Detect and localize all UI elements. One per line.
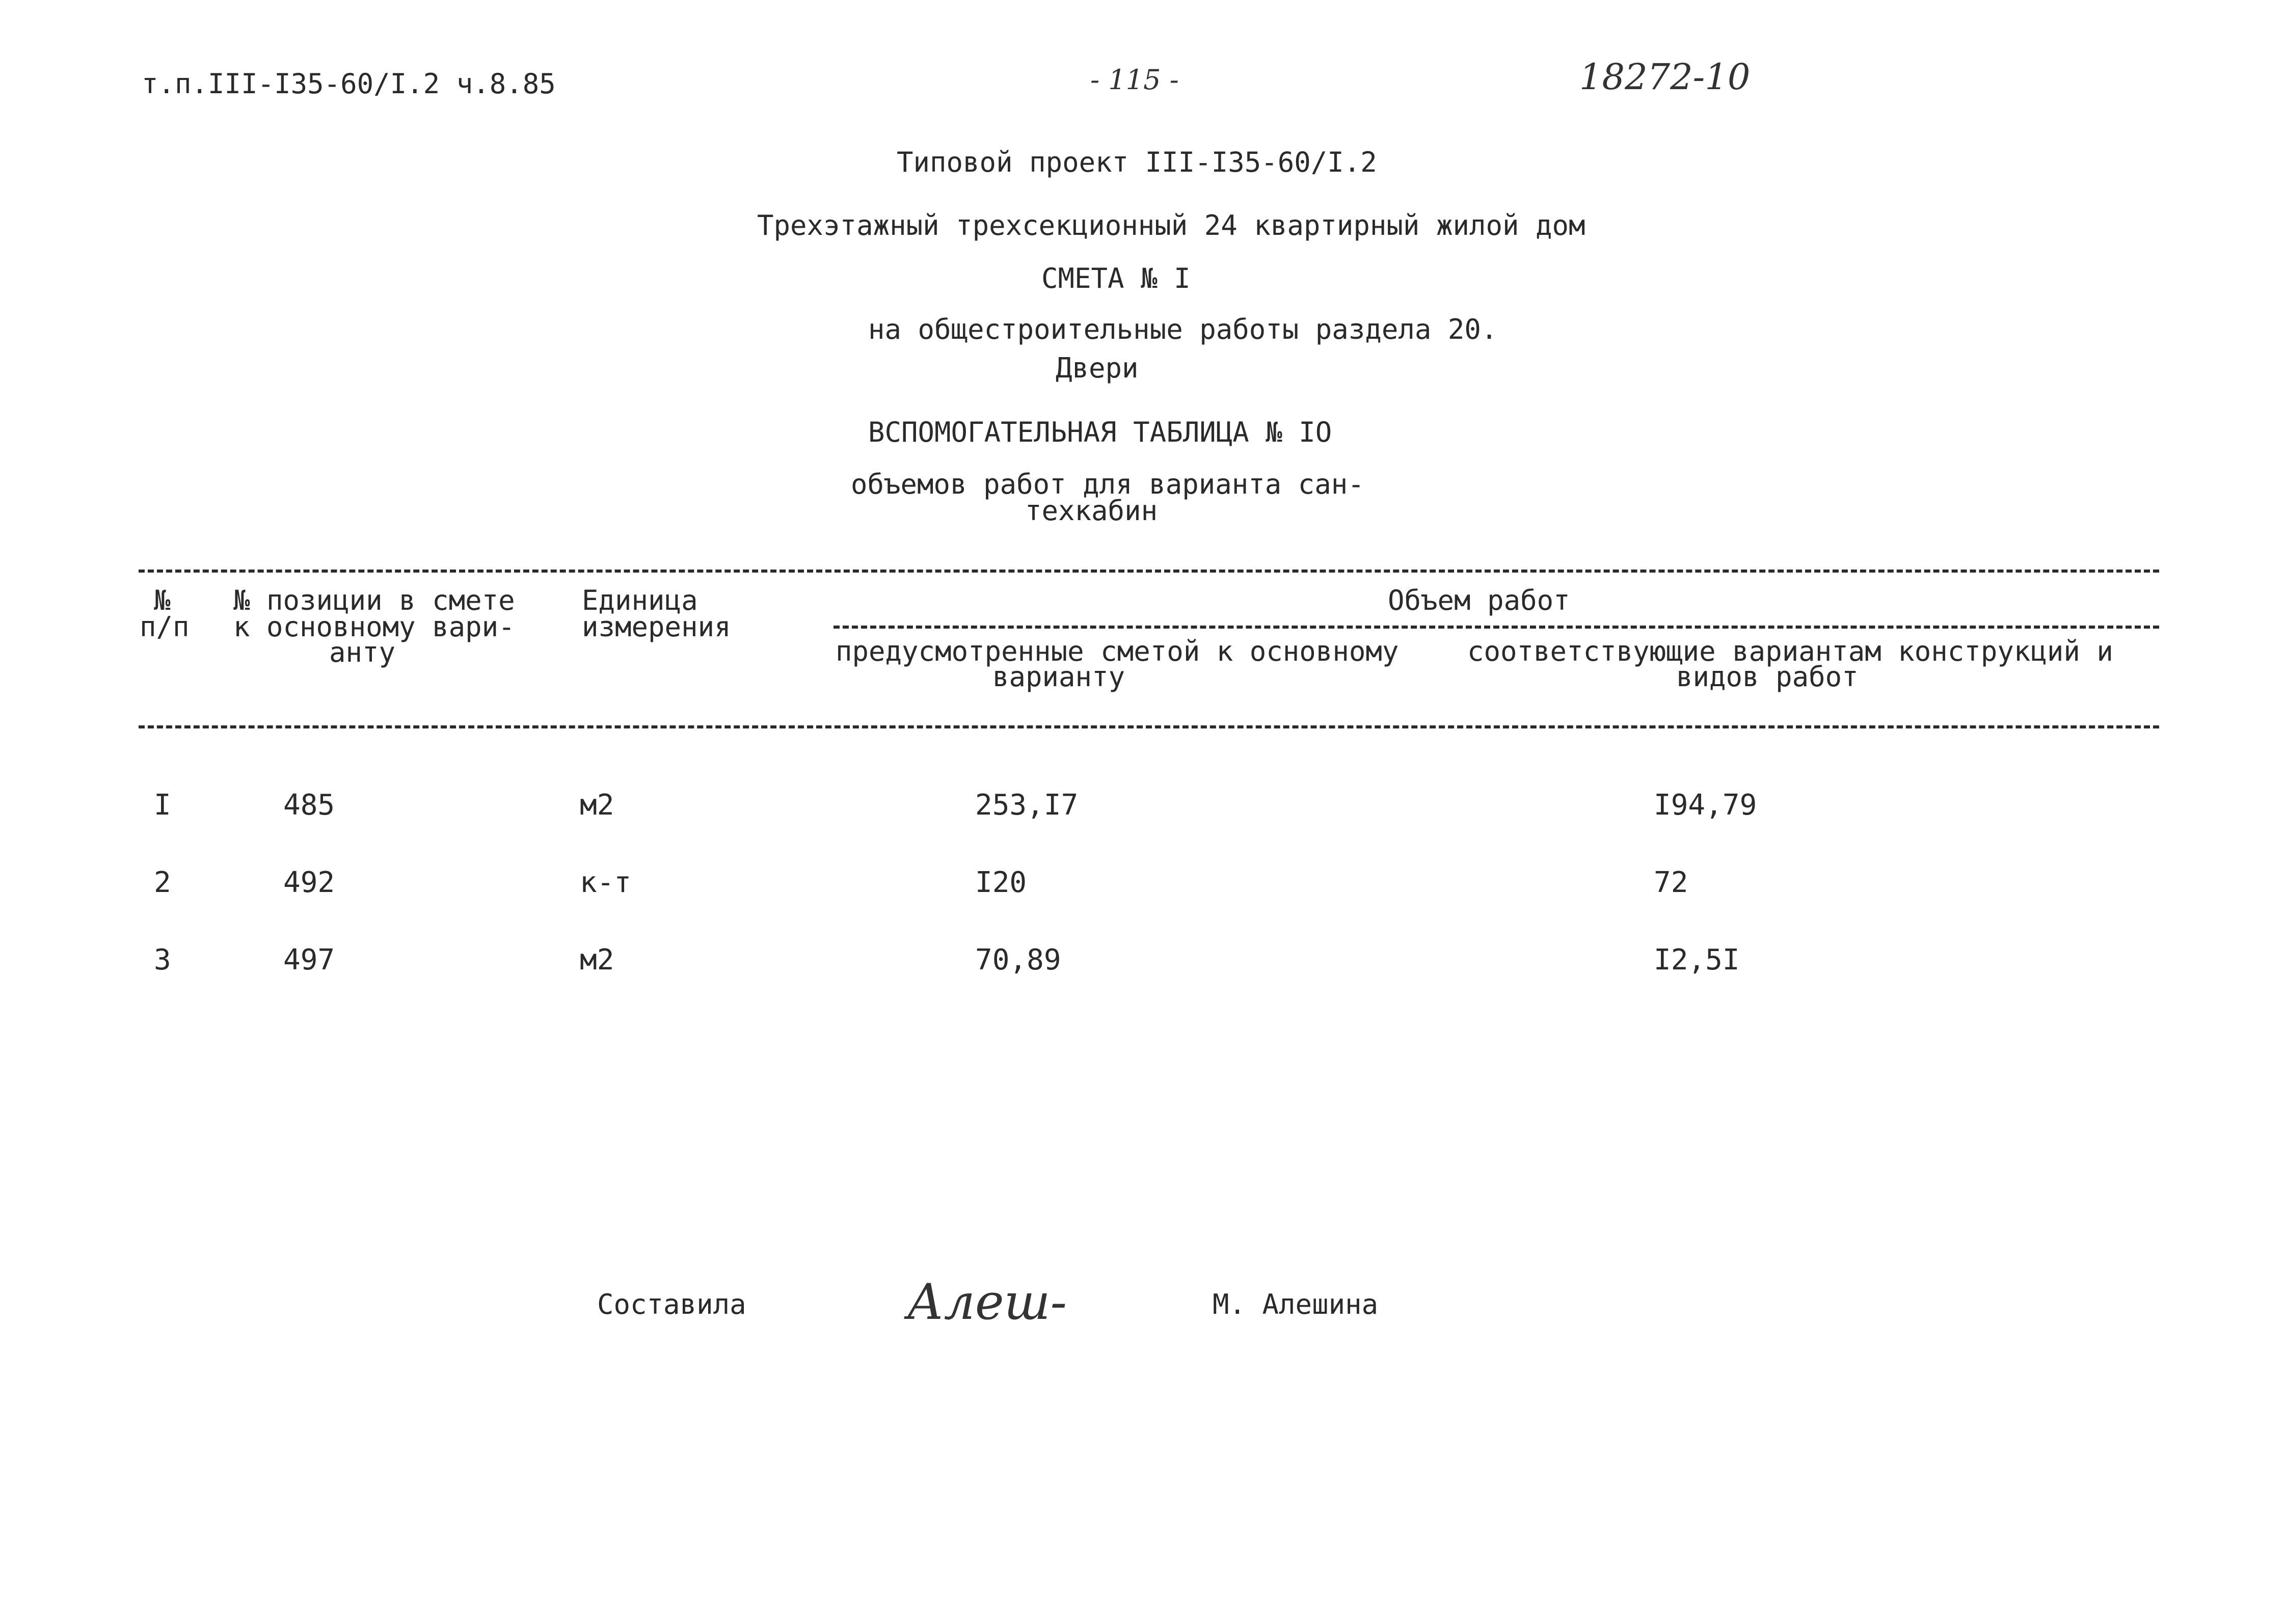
row-variant-volume: I2,5I [1654,943,1740,977]
table-top-rule [139,570,2159,573]
table-header-bottom-rule [139,725,2159,728]
row-variant-volume: I94,79 [1654,789,1757,822]
row-variant-volume: 72 [1654,866,1688,899]
building-title: Трехэтажный трехсекционный 24 квартирный жилой дом [757,209,1585,241]
scope-line-2: Двери [1056,352,1139,384]
header-variant-line-1: соответствующие вариантам конструкций и [1467,635,2113,667]
row-unit: м2 [580,789,614,822]
handwritten-signature: Алеш- [907,1274,1067,1331]
page-number: - 115 - [1090,64,1179,96]
compiled-label: Составила [597,1288,746,1320]
row-num: 2 [154,866,171,899]
row-base-volume: I20 [975,866,1027,899]
row-num: I [154,789,171,822]
header-position-line-2: к основному вари- [233,611,515,643]
row-position: 485 [283,789,335,822]
header-unit-line-2: измерения [582,611,731,643]
header-num-label: п/п [140,611,190,643]
table-title: ВСПОМОГАТЕЛЬНАЯ ТАБЛИЦА № IO [868,416,1332,448]
header-variant-line-2: видов работ [1676,661,1859,693]
header-volume: Объем работ [1388,584,1570,616]
header-base-line-1: предусмотренные сметой к основному [836,635,1399,667]
project-title: Типовой проект III-I35-60/I.2 [897,146,1377,178]
row-position: 497 [283,943,335,977]
row-base-volume: 70,89 [975,943,1061,977]
row-base-volume: 253,I7 [975,789,1079,822]
row-num: 3 [154,943,171,977]
header-position-line-1: № позиции в смете [233,584,515,616]
row-unit: м2 [580,943,614,977]
table-subtitle-line-2: техкабин [1025,495,1158,527]
header-unit-line-1: Единица [582,584,698,616]
archive-number: 18272-10 [1579,56,1751,98]
row-position: 492 [283,866,335,899]
author-name: М. Алешина [1213,1288,1379,1320]
volume-subheader-rule [833,626,2159,629]
header-base-line-2: варианту [992,661,1125,693]
table-subtitle-line-1: объемов работ для варианта сан- [851,468,1364,500]
row-unit: к-т [580,866,632,899]
document-code: т.п.III-I35-60/I.2 ч.8.85 [142,68,556,100]
header-position-line-3: анту [329,636,396,668]
estimate-title: СМЕТА № I [1041,262,1191,294]
scope-line-1: на общестроительные работы раздела 20. [868,313,1498,345]
header-num-symbol: № [154,584,171,616]
